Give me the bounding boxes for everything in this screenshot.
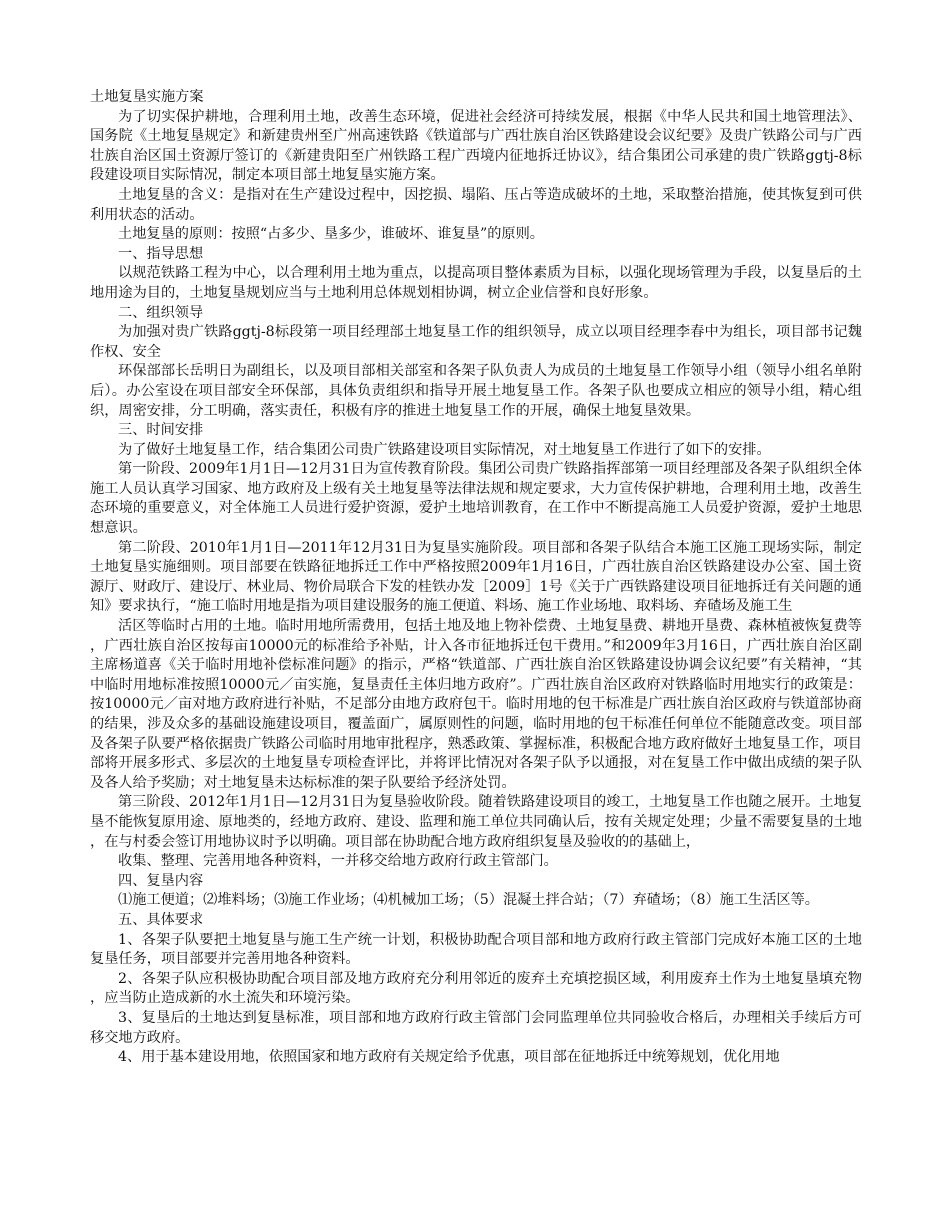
paragraph: ⑴施工便道；⑵堆料场；⑶施工作业场；⑷机械加工场；（5）混凝土拌合站；（7）弃碴场；（8）施工生活区等。 [118, 892, 819, 909]
paragraph: 2、各架子队应积极协助配合项目部及地方政府充分利用邻近的废弃土充填挖损区域，利用废弃土作为土地复垦填充物，应当防止造成新的水土流失和环境污染。 [90, 970, 862, 1007]
paragraph: 以规范铁路工程为中心，以合理利用土地为重点，以提高项目整体素质为目标，以强化现场管理为手段，以复垦后的土地用途为目的，土地复垦规划应当与土地利用总体规划相协调，树立企业信誉和良好形象。 [90, 265, 862, 301]
paragraph: 为加强对贵广铁路ggtj-8标段第一项目经理部土地复垦工作的组织领导，成立以项目经理李春中为组长，项目部书记魏作权、安全 [90, 324, 862, 360]
paragraph: 第二阶段、2010年1月1日—2011年12月31日为复垦实施阶段。项目部和各架子队结合本施工区施工现场实际，制定土地复垦实施细则。项目部要在铁路征地拆迁工作中严格按照2009年1月16日，广西壮族自治区铁路建设办公室、国土资源厅、财政厅、建设厅、林业局、物价局联合下发的桂铁办发［2009］1号《关于广西铁路建设项目征地拆迁有关问题的通知》要求执行，“施工临时用地是指为项目建设服务的施工便道、料场、施工作业场地、取料场、弃碴场及施工生 [90, 539, 862, 615]
paragraph: 收集、整理、完善用地各种资料，一并移交给地方政府行政主管部门。 [118, 853, 558, 870]
section-heading: 一、指导思想 [118, 245, 204, 262]
paragraph: 4、用于基本建设用地，依照国家和地方政府有关规定给予优惠，项目部在征地拆迁中统筹规划，优化用地 [118, 1049, 780, 1066]
paragraph: 土地复垦的含义：是指对在生产建设过程中，因挖损、塌陷、压占等造成破坏的土地，采取整治措施，使其恢复到可供利用状态的活动。 [90, 186, 862, 223]
document-title: 土地复垦实施方案 [90, 89, 204, 105]
document-body [90, 108, 862, 1068]
section-heading: 四、复垦内容 [118, 872, 204, 889]
paragraph: 为了做好土地复垦工作，结合集团公司贵广铁路建设项目实际情况，对土地复垦工作进行了如下的安排。 [118, 441, 771, 458]
paragraph: 3、复垦后的土地达到复垦标准，项目部和地方政府行政主管部门会同监理单位共同验收合格后，办理相关手续后方可移交地方政府。 [90, 1009, 862, 1046]
paragraph: 第三阶段、2012年1月1日—12月31日为复垦验收阶段。随着铁路建设项目的竣工，土地复垦工作也随之展开。土地复垦不能恢复原用途、原地类的，经地方政府、建设、监理和施工单位共同确认后，按有关规定处理；少量不需要复垦的土地，在与村委会签订用地协议时予以明确。项目部在协助配合地方政府组织复垦及验收的的基础上， [90, 794, 862, 850]
paragraph: 土地复垦的原则：按照“占多少、垦多少，谁破坏、谁复垦”的原则。 [118, 226, 544, 243]
paragraph: 为了切实保护耕地，合理利用土地，改善生态环境，促进社会经济可持续发展，根据《中华人民共和国土地管理法》、国务院《土地复垦规定》和新建贵州至广州高速铁路《铁道部与广西壮族自治区铁路建设会议纪要》及贵广铁路公司与广西壮族自治区国土资源厅签订的《新建贵阳至广州铁路工程广西境内征地拆迁协议》，结合集团公司承建的贵广铁路ggtj-8标段建设项目实际情况，制定本项目部土地复垦实施方案。 [90, 108, 862, 184]
paragraph: 1、各架子队要把土地复垦与施工生产统一计划，积极协助配合项目部和地方政府行政主管部门完成好本施工区的土地复垦任务，项目部要并完善用地各种资料。 [90, 931, 862, 968]
paragraph: 环保部部长岳明日为副组长，以及项目部相关部室和各架子队负责人为成员的土地复垦工作领导小组（领导小组名单附后）。办公室设在项目部安全环保部，具体负责组织和指导开展土地复垦工作。各架子队也要成立相应的领导小组，精心组织，周密安排，分工明确，落实责任，积极有序的推进土地复垦工作的开展，确保土地复垦效果。 [90, 363, 862, 419]
section-heading: 二、组织领导 [118, 304, 204, 321]
document-page [90, 88, 862, 1068]
paragraph: 活区等临时占用的土地。临时用地所需费用，包括土地及地上物补偿费、土地复垦费、耕地开垦费、森林植被恢复费等，广西壮族自治区按每亩10000元的标准给予补贴，计入各市征地拆迁包干费用。”和2009年3月16日，广西壮族自治区副主席杨道喜《关于临时用地补偿标准问题》的指示，严格“铁道部、广西壮族自治区铁路建设协调会议纪要”有关精神，“其中临时用地标准按照10000元／亩实施，复垦责任主体归地方政府”。广西壮族自治区政府对铁路临时用地实行的政策是：按10000元／亩对地方政府进行补贴，不足部分由地方政府包干。临时用地的包干标准是广西壮族自治区政府与铁道部协商的结果，涉及众多的基础设施建设项目，覆盖面广，属原则性的问题，临时用地的包干标准任何单位不能随意改变。项目部及各架子队要严格依据贵广铁路公司临时用地审批程序，熟悉政策、掌握标准，积极配合地方政府做好土地复垦工作，项目部将开展多形式、多层次的土地复垦专项检查评比，并将评比情况对各架子队予以通报，对在复垦工作中做出成绩的架子队及各人给予奖励；对土地复垦未达标标准的架子队要给予经济处罚。 [90, 618, 862, 791]
section-heading: 三、时间安排 [118, 422, 204, 439]
section-heading: 五、具体要求 [118, 911, 204, 928]
paragraph: 第一阶段、2009年1月1日—12月31日为宣传教育阶段。集团公司贵广铁路指挥部第一项目经理部及各架子队组织全体施工人员认真学习国家、地方政府及上级有关土地复垦等法律法规和规定要求，大力宣传保护耕地，合理利用土地，改善生态环境的重要意义，对全体施工人员进行爱护资源，爱护土地培训教育，在工作中不断提高施工人员爱护资源，爱护土地思想意识。 [90, 461, 862, 537]
